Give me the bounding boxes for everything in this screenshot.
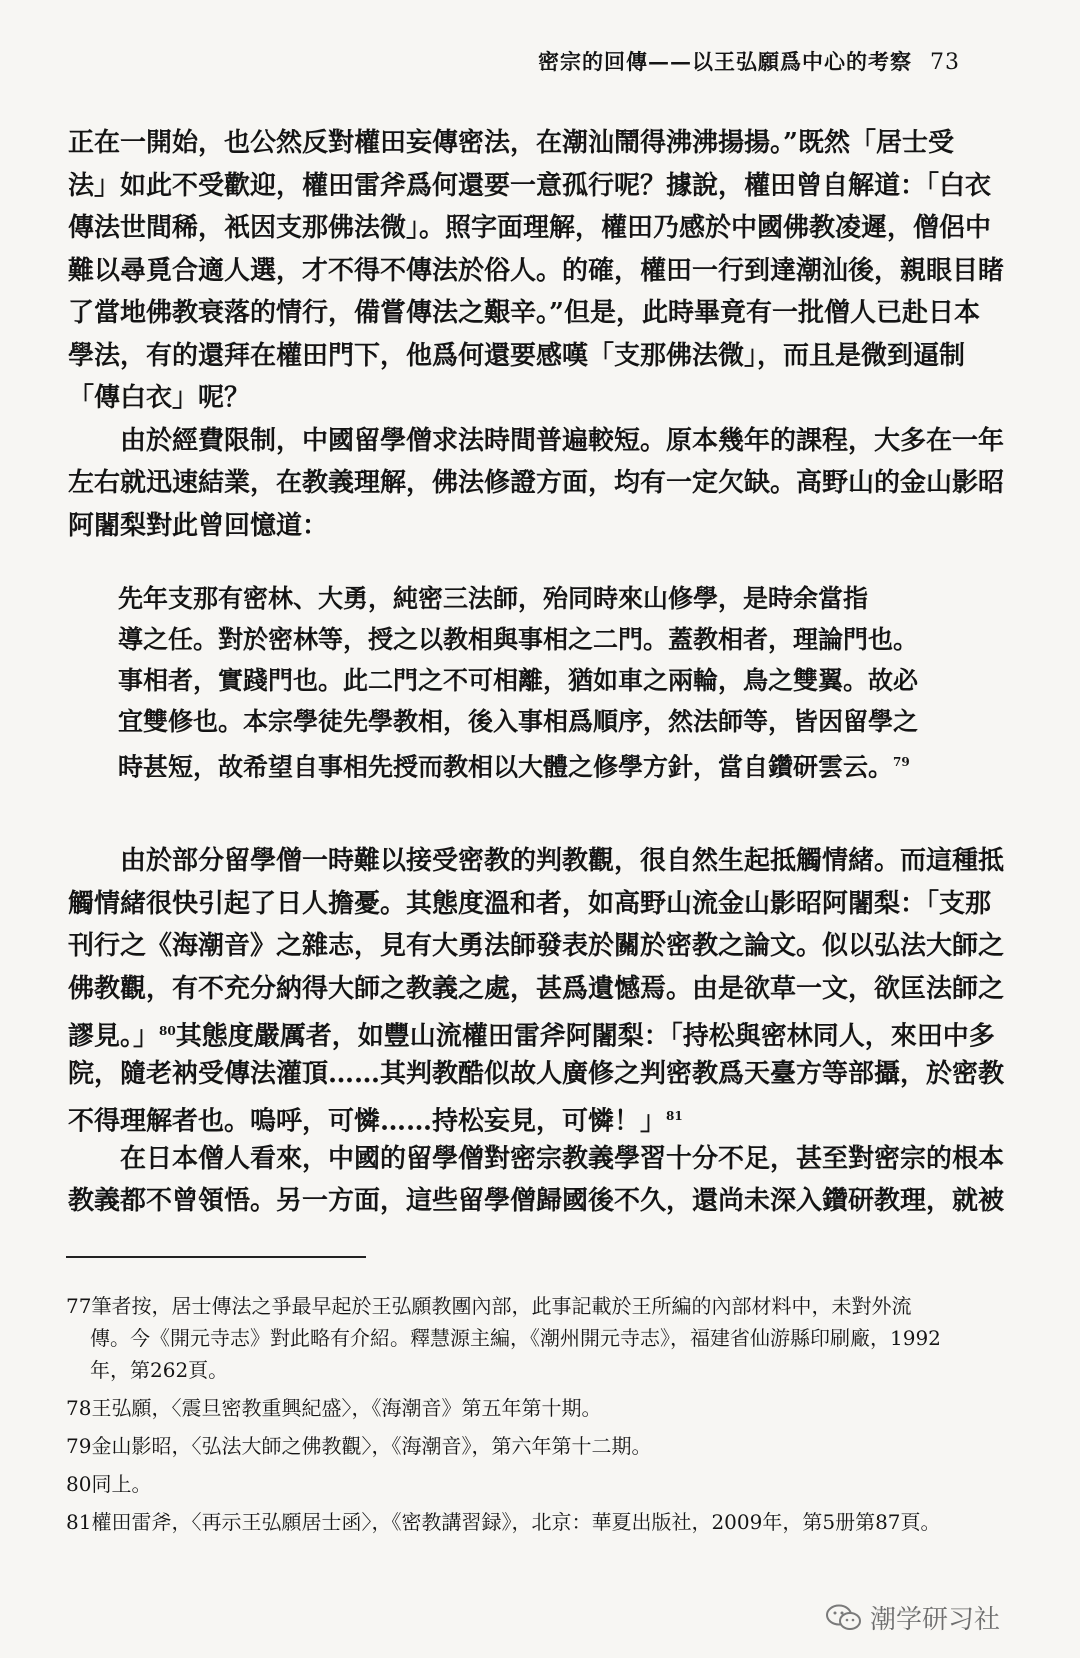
text-line: 傳法世間稀，衹因支那佛法微」。照字面理解，權田乃感於中國佛教凌遲，僧侶中 bbox=[68, 213, 992, 243]
paragraph-3 bbox=[68, 840, 1016, 1138]
footnote-line: 年，第262頁。 bbox=[90, 1358, 229, 1382]
text-segment: 謬見。」 bbox=[68, 1021, 160, 1052]
footnote-number: 81 bbox=[66, 1510, 92, 1534]
footnote-line bbox=[66, 1468, 1026, 1500]
text-line: 阿闍梨對此曾回憶道： bbox=[68, 510, 329, 541]
footnote-text: 王弘願，〈震旦密教重興紀盛〉，《海潮音》第五年第十期。 bbox=[91, 1396, 602, 1420]
text-line bbox=[68, 1010, 1016, 1053]
footnote-77 bbox=[66, 1290, 1026, 1386]
footnote-line bbox=[66, 1430, 1026, 1462]
running-title: 密宗的回傳——以王弘願爲中心的考察 bbox=[538, 49, 912, 74]
footnote-line: 傳。今《開元寺志》對此略有介紹。釋慧源主編，《潮州開元寺志》，福建省仙游縣印刷廠，1992 bbox=[90, 1326, 941, 1350]
footnote-number: 78 bbox=[66, 1396, 92, 1420]
footnote-ref-81[interactable]: 81 bbox=[666, 1109, 683, 1123]
page-number: 73 bbox=[930, 50, 960, 75]
footnote-80 bbox=[66, 1468, 1026, 1500]
paragraph-4 bbox=[68, 1138, 1016, 1223]
text-line: 在日本僧人看來，中國的留學僧對密宗教義學習十分不足，甚至對密宗的根本 bbox=[120, 1143, 1005, 1174]
footnote-text: 同上。 bbox=[91, 1472, 152, 1496]
main-text-top bbox=[68, 122, 1016, 547]
footnote-line bbox=[66, 1392, 1026, 1424]
text-line: 刊行之《海潮音》之雜志，見有大勇法師發表於關於密教之論文。似以弘法大師之 bbox=[68, 931, 1005, 961]
watermark-text: 潮学研习社 bbox=[869, 1605, 1000, 1635]
text-line: 院，隨老衲受傳法灌頂……其判教酷似故人廣修之判密教爲天臺方等部攝，於密教 bbox=[68, 1058, 1005, 1089]
paragraph-1 bbox=[68, 122, 1016, 420]
footnote-number: 80 bbox=[66, 1472, 92, 1496]
footnote-79 bbox=[66, 1430, 1026, 1462]
text-line: 「傳白衣」呢？ bbox=[68, 383, 251, 413]
quote-line: 宜雙修也。本宗學徒先學教相，後入事相爲順序，然法師等，皆因留學之 bbox=[118, 707, 919, 736]
text-line: 觸情緒很快引起了日人擔憂。其態度溫和者，如高野山流金山影昭阿闍梨：「支那 bbox=[68, 888, 992, 919]
text-line: 由於經費限制，中國留學僧求法時間普遍較短。原本幾年的課程，大多在一年 bbox=[120, 425, 1005, 456]
footnote-ref-80[interactable]: 80 bbox=[159, 1024, 176, 1038]
wechat-icon bbox=[826, 1604, 862, 1632]
footnote-number: 77 bbox=[66, 1294, 92, 1318]
footnote-text: 金山影昭，〈弘法大師之佛教觀〉，《海潮音》，第六年第十二期。 bbox=[91, 1434, 652, 1458]
quote-line: 先年支那有密林、大勇，純密三法師，殆同時來山修學，是時余當指 bbox=[118, 584, 869, 613]
text-line: 由於部分留學僧一時難以接受密教的判教觀，很自然生起抵觸情緒。而這種抵 bbox=[120, 846, 1005, 876]
footnote-ref-79[interactable]: 79 bbox=[893, 755, 910, 769]
footnote-text: 權田雷斧，〈再示王弘願居士函〉，《密教講習録》，北京：華夏出版社，2009年，第5册第87頁。 bbox=[91, 1510, 941, 1534]
text-line bbox=[68, 1095, 1016, 1138]
footnote-text: 筆者按，居士傳法之爭最早起於王弘願教團內部，此事記載於王所編的內部材料中，未對外流 bbox=[91, 1294, 912, 1318]
text-line: 教義都不曾領悟。另一方面，這些留學僧歸國後不久，還尚未深入鑽研教理，就被 bbox=[68, 1186, 1005, 1216]
main-text-bottom bbox=[68, 840, 1016, 1223]
watermark bbox=[826, 1599, 1000, 1636]
paragraph-2 bbox=[68, 420, 1016, 548]
block-quote bbox=[118, 578, 978, 783]
text-line: 法」如此不受歡迎，權田雷斧爲何還要一意孤行呢？據說，權田曾自解道：「白衣 bbox=[68, 170, 992, 201]
text-line: 難以尋覓合適人選，才不得不傳法於俗人。的確，權田一行到達潮汕後，親眼目睹 bbox=[68, 255, 1005, 286]
footnote-line bbox=[66, 1290, 1026, 1322]
footnote-line bbox=[66, 1506, 1026, 1538]
text-segment: 其態度嚴厲者，如豐山流權田雷斧阿闍梨：「持松與密林同人，來田中多 bbox=[175, 1021, 995, 1052]
footnote-81 bbox=[66, 1506, 1026, 1538]
footnote-divider bbox=[66, 1256, 366, 1258]
running-header bbox=[538, 46, 960, 76]
footnotes bbox=[66, 1290, 1026, 1544]
quote-text: 時甚短，故希望自事相先授而教相以大體之修學方針，當自鑽研雲云。 bbox=[118, 752, 894, 782]
footnote-78 bbox=[66, 1392, 1026, 1424]
text-line: 左右就迅速結業，在教義理解，佛法修證方面，均有一定欠缺。高野山的金山影昭 bbox=[68, 468, 1005, 498]
text-line: 佛教觀，有不充分納得大師之教義之處，甚爲遺憾焉。由是欲草一文，欲匡法師之 bbox=[68, 973, 1005, 1004]
footnote-number: 79 bbox=[66, 1434, 92, 1458]
quote-line bbox=[118, 742, 978, 783]
quote-line: 事相者，實踐門也。此二門之不可相離，猶如車之兩輪，鳥之雙翼。故必 bbox=[118, 666, 919, 695]
text-segment: 不得理解者也。嗚呼，可憐……持松妄見，可憐！」 bbox=[68, 1106, 667, 1137]
text-line: 正在一開始，也公然反對權田妄傳密法，在潮汕鬧得沸沸揚揚。”既然「居士受 bbox=[68, 128, 954, 158]
text-line: 了當地佛教衰落的情行，備嘗傳法之艱辛。”但是，此時畢竟有一批僧人已赴日本 bbox=[68, 298, 980, 328]
quote-line: 導之任。對於密林等，授之以教相與事相之二門。蓋教相者，理論門也。 bbox=[118, 625, 919, 654]
text-line: 學法，有的還拜在權田門下，他爲何還要感嘆「支那佛法微」，而且是微到逼制 bbox=[68, 340, 966, 371]
